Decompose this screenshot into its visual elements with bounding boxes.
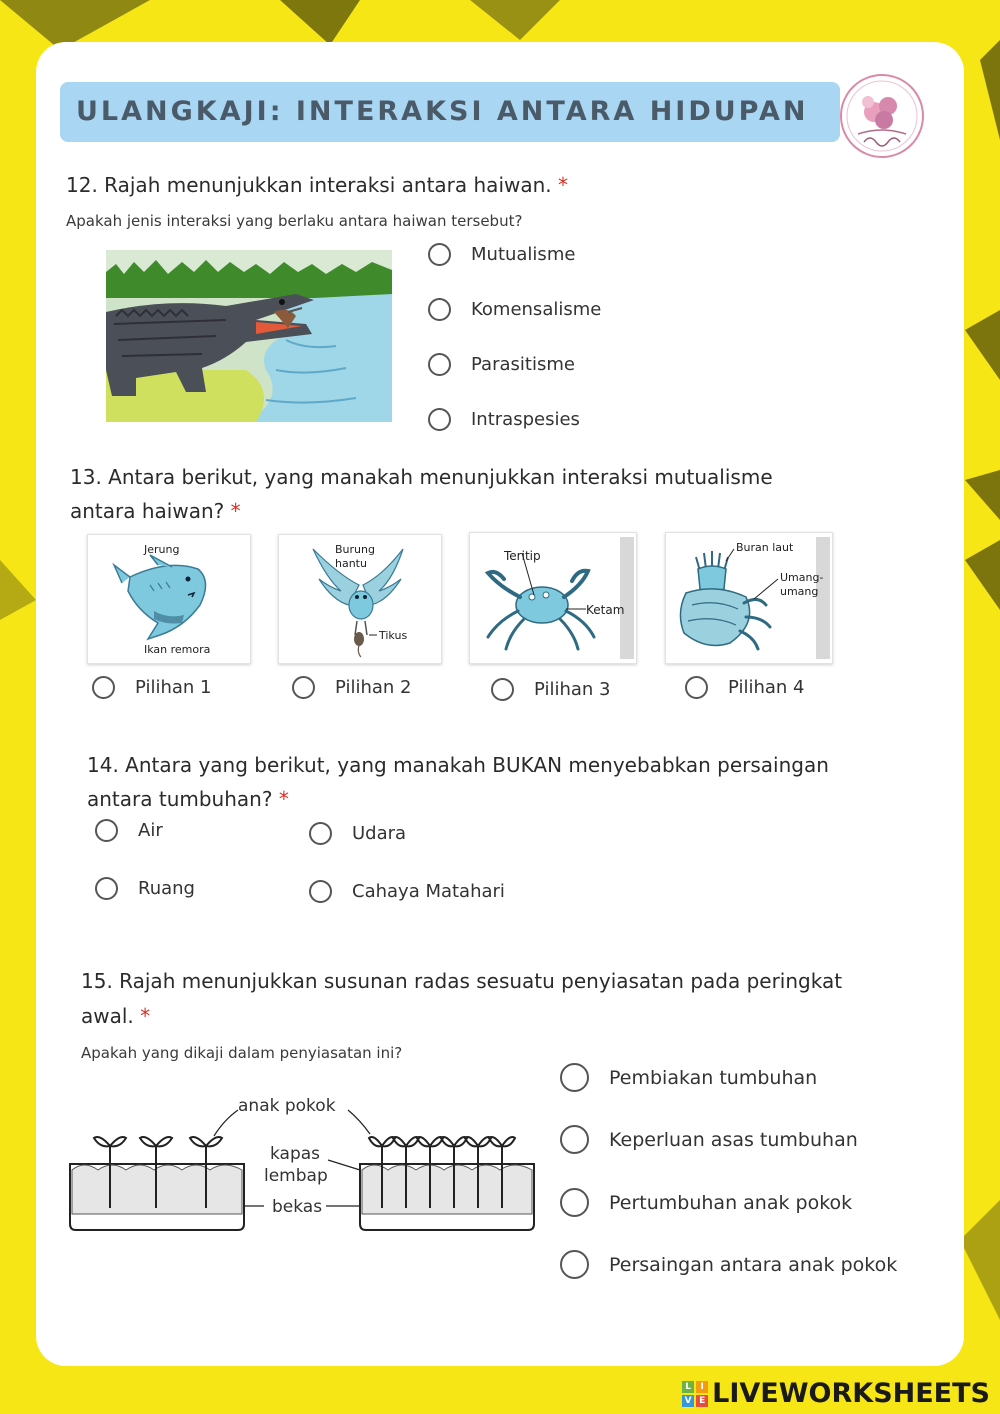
q13-question-line1: 13. Antara berikut, yang manakah menunjukkan interaksi mutualisme <box>70 465 773 489</box>
option-label: Persaingan antara anak pokok <box>609 1253 898 1276</box>
figure-label-container: bekas <box>272 1197 323 1217</box>
radio-button[interactable] <box>428 408 451 431</box>
q12-required-star: * <box>558 173 569 197</box>
option-label: Pilihan 1 <box>135 677 212 698</box>
card-label: Ketam <box>586 603 625 617</box>
q14-question-text: antara tumbuhan? <box>87 787 273 811</box>
q15-option-1[interactable] <box>560 1063 817 1092</box>
option-label: Air <box>138 820 163 841</box>
q15-option-3[interactable] <box>560 1188 852 1217</box>
q14-option-3[interactable] <box>95 877 195 900</box>
card-label: umang <box>780 585 819 598</box>
option-label: Cahaya Matahari <box>352 881 505 902</box>
card-label: Umang- <box>780 571 824 584</box>
q12-option-2[interactable] <box>428 298 601 321</box>
q14-question-line2 <box>87 782 289 816</box>
card-label: Jerung <box>144 543 180 556</box>
q13-card-3 <box>469 532 637 664</box>
q13-option-3[interactable] <box>491 678 610 701</box>
option-label: Pertumbuhan anak pokok <box>609 1191 853 1214</box>
liveworksheets-brand <box>682 1378 990 1409</box>
option-label: Ruang <box>138 878 195 899</box>
card-label: Ikan remora <box>144 643 211 656</box>
radio-button[interactable] <box>95 819 118 842</box>
icon-letter: L <box>682 1381 694 1393</box>
radio-button[interactable] <box>292 676 315 699</box>
q12-option-1[interactable] <box>428 243 575 266</box>
radio-button[interactable] <box>92 676 115 699</box>
barnacle-crab-image <box>470 533 636 663</box>
radio-button[interactable] <box>309 822 332 845</box>
q13-option-4[interactable] <box>685 676 804 699</box>
radio-button[interactable] <box>428 353 451 376</box>
q14-option-2[interactable] <box>309 822 406 845</box>
radio-button[interactable] <box>309 880 332 903</box>
q15-question-line1: 15. Rajah menunjukkan susunan radas sesuatu penyiasatan pada peringkat <box>81 969 843 993</box>
option-label: Pilihan 4 <box>728 677 805 698</box>
crocodile-bird-image <box>106 250 392 422</box>
q14-question-line1: 14. Antara yang berikut, yang manakah BUKAN menyebabkan persaingan <box>87 753 829 777</box>
q13-required-star: * <box>230 499 241 523</box>
option-label: Udara <box>352 823 407 844</box>
q12-question <box>66 168 568 202</box>
radio-button[interactable] <box>428 298 451 321</box>
option-label: Komensalisme <box>471 299 602 320</box>
brand-text: LIVEWORKSHEETS <box>712 1378 990 1409</box>
option-label: Pembiakan tumbuhan <box>609 1066 818 1089</box>
radio-button[interactable] <box>685 676 708 699</box>
q15-option-4[interactable] <box>560 1250 897 1279</box>
q14-option-4[interactable] <box>309 880 505 903</box>
q13-question-line2 <box>70 494 241 528</box>
q13-question-text: antara haiwan? <box>70 499 225 523</box>
radio-button[interactable] <box>428 243 451 266</box>
card-label: Tikus <box>379 629 408 642</box>
q15-question-text: awal. <box>81 1004 134 1028</box>
card-label: hantu <box>335 557 367 570</box>
q15-subquestion: Apakah yang dikaji dalam penyiasatan ini? <box>81 1044 403 1062</box>
card-label: Buran laut <box>736 541 794 554</box>
radio-button[interactable] <box>95 877 118 900</box>
q13-option-2[interactable] <box>292 676 411 699</box>
q12-subquestion: Apakah jenis interaksi yang berlaku antara haiwan tersebut? <box>66 212 523 230</box>
option-label: Parasitisme <box>471 354 575 375</box>
author-logo <box>838 72 926 160</box>
option-label: Intraspesies <box>471 409 580 430</box>
option-label: Keperluan asas tumbuhan <box>609 1128 858 1151</box>
q13-card-2 <box>278 534 442 664</box>
radio-button[interactable] <box>560 1250 589 1279</box>
q14-option-1[interactable] <box>95 819 163 842</box>
q13-option-1[interactable] <box>92 676 211 699</box>
icon-letter: I <box>696 1381 708 1393</box>
figure-label-damp: lembap <box>264 1166 328 1186</box>
q13-card-1 <box>87 534 251 664</box>
q12-question-text: 12. Rajah menunjukkan interaksi antara haiwan. <box>66 173 552 197</box>
card-label: Teritip <box>504 549 541 563</box>
radio-button[interactable] <box>560 1125 589 1154</box>
option-label: Pilihan 2 <box>335 677 412 698</box>
figure-label-seedling: anak pokok <box>238 1096 336 1116</box>
liveworksheets-icon <box>682 1381 708 1407</box>
q15-required-star: * <box>140 1004 151 1028</box>
icon-letter: E <box>696 1395 708 1407</box>
option-label: Pilihan 3 <box>534 679 611 700</box>
radio-button[interactable] <box>491 678 514 701</box>
figure-label-cotton: kapas <box>270 1144 321 1164</box>
radio-button[interactable] <box>560 1063 589 1092</box>
card-label: Burung <box>335 543 375 556</box>
radio-button[interactable] <box>560 1188 589 1217</box>
q12-option-3[interactable] <box>428 353 575 376</box>
q12-option-4[interactable] <box>428 408 580 431</box>
page-title: ULANGKAJI: INTERAKSI ANTARA HIDUPAN <box>76 96 809 127</box>
icon-letter: V <box>682 1395 694 1407</box>
q15-question-line2 <box>81 999 150 1033</box>
q14-required-star: * <box>278 787 289 811</box>
q13-card-4 <box>665 532 833 664</box>
q15-option-2[interactable] <box>560 1125 858 1154</box>
option-label: Mutualisme <box>471 244 576 265</box>
